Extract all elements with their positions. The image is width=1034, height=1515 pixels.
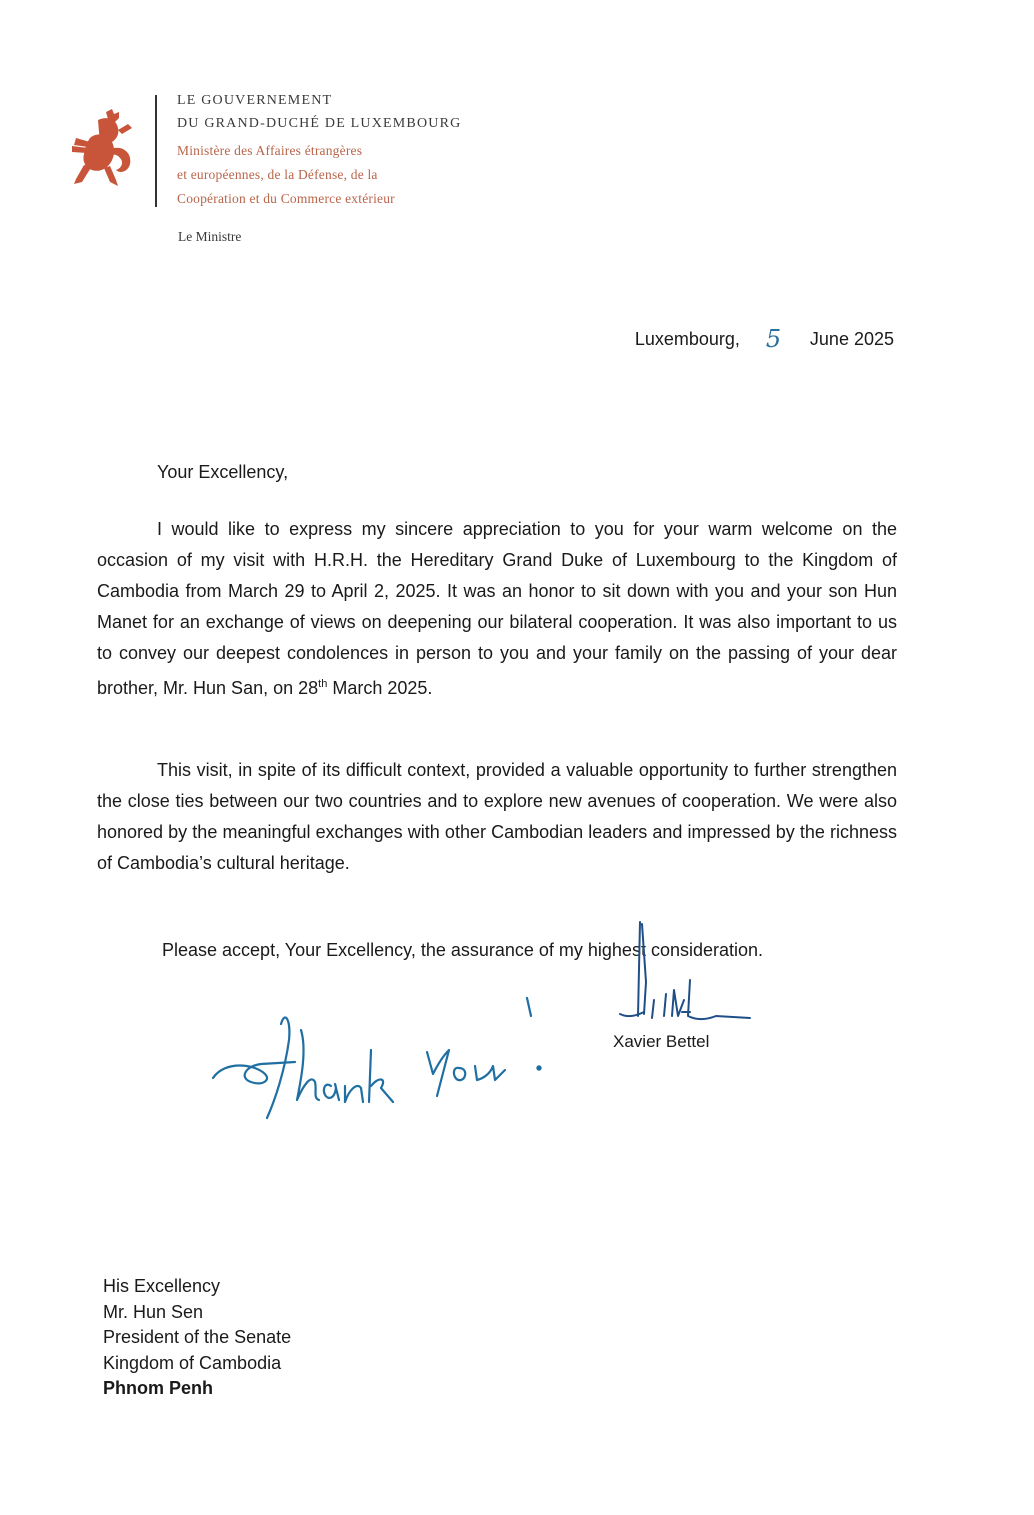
addressee-line-1: His Excellency (103, 1276, 221, 1296)
closing-line: Please accept, Your Excellency, the assurance of my highest consideration. (162, 940, 764, 960)
addressee-line-2: Mr. Hun Sen (103, 1301, 204, 1322)
paragraph-1 (97, 514, 897, 704)
ministre-label: Le Ministre (178, 229, 242, 244)
date-day-handwritten: 5 (765, 325, 782, 353)
ministry-line-3: Coopération et du Commerce extérieur (177, 191, 395, 206)
date-city: Luxembourg, (634, 329, 740, 349)
paragraph-1-text: I would like to express my sincere appreciation to you for your warm welcome on the occasion of my visit with H.R.H. the Hereditary Grand Duke of Luxembourg to the Kingdom of Cambodia from March 29 to April 2, 2025. It was an honor to sit down with you and your son Hun Manet for an exchange of views on deepening our bilateral cooperation. It was also important to us to convey our deepest condolences in person to you and your family on the passing of your dear brother, Mr. Hun San, on 28 (97, 519, 897, 698)
red-lion-icon (68, 108, 138, 194)
salutation: Your Excellency, (157, 462, 289, 482)
letter-date (635, 325, 894, 353)
paragraph-1-ordinal: th (318, 678, 328, 690)
paragraph-1-tail: March 2025. (327, 678, 433, 698)
addressee-line-3: President of the Senate (103, 1327, 292, 1348)
paragraph-2 (97, 755, 897, 879)
government-line-2: DU GRAND-DUCHÉ DE LUXEMBOURG (177, 116, 462, 131)
signer-name: Xavier Bettel (613, 1032, 710, 1051)
addressee-block (103, 1274, 291, 1402)
ministry-line-1: Ministère des Affaires étrangères (177, 143, 363, 158)
letterhead-divider (155, 95, 157, 207)
government-line-1: LE GOUVERNEMENT (177, 93, 333, 108)
signature-icon (600, 920, 770, 1030)
addressee-line-4: Kingdom of Cambodia (103, 1352, 282, 1373)
addressee-city: Phnom Penh (103, 1378, 214, 1399)
ministry-line-2: et européennes, de la Défense, de la (177, 167, 378, 182)
handwritten-note (205, 990, 560, 1130)
date-month-year: June 2025 (809, 329, 894, 349)
paragraph-2-text: This visit, in spite of its difficult context, provided a valuable opportunity to further strengthen the close ties between our two countries and to explore new avenues of cooperation. We were also honored by the meaningful exchanges with other Cambodian leaders and impressed by the richness of Cambodia’s cultural heritage. (97, 760, 897, 873)
